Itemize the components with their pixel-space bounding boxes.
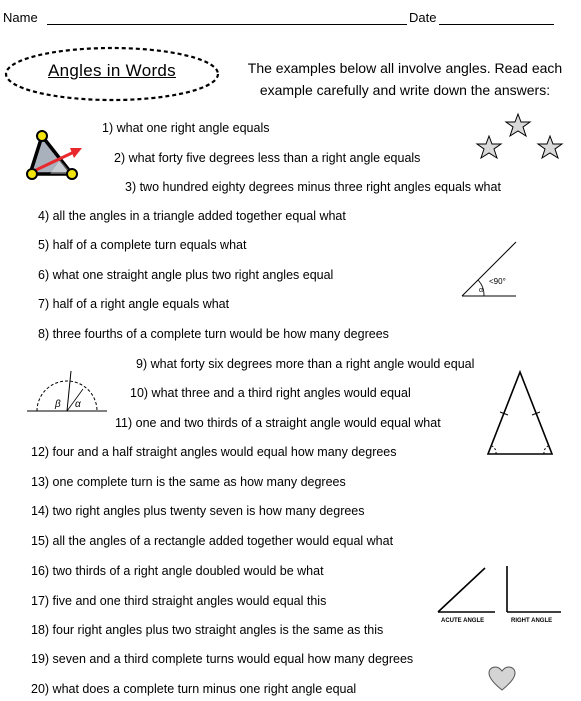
name-field[interactable] — [47, 12, 407, 25]
question-17: 17) five and one third straight angles would equal this — [31, 594, 327, 608]
question-1: 1) what one right angle equals — [102, 121, 270, 135]
triangle-icon — [24, 126, 90, 184]
date-field[interactable] — [439, 12, 554, 25]
alpha-label: α — [479, 287, 484, 294]
star-icon — [538, 136, 562, 158]
question-20: 20) what does a complete turn minus one right angle equal — [31, 682, 357, 696]
star-icon — [506, 114, 530, 136]
question-14: 14) two right angles plus twenty seven is how many degrees — [31, 504, 365, 518]
right-angle-label: RIGHT ANGLE — [511, 618, 553, 624]
page-title: Angles in Words — [48, 61, 176, 80]
question-4: 4) all the angles in a triangle added together equal what — [38, 209, 346, 223]
semicircle-angles-figure — [27, 367, 107, 417]
question-15: 15) all the angles of a rectangle added together would equal what — [31, 534, 394, 548]
name-label: Name — [3, 10, 38, 25]
question-2: 2) what forty five degrees less than a right angle equals — [114, 151, 421, 165]
question-19: 19) seven and a third complete turns would equal how many degrees — [31, 652, 414, 666]
question-11: 11) one and two thirds of a straight angle would equal what — [115, 416, 441, 430]
isosceles-triangle-figure — [482, 368, 558, 460]
acute-angle-figure — [458, 238, 520, 300]
question-16: 16) two thirds of a right angle doubled would be what — [31, 564, 324, 578]
question-12: 12) four and a half straight angles would equal how many degrees — [31, 445, 397, 459]
question-18: 18) four right angles plus two straight angles is the same as this — [31, 623, 384, 637]
question-5: 5) half of a complete turn equals what — [38, 238, 247, 252]
heart-icon — [488, 666, 516, 692]
alpha-label-2: α — [75, 399, 81, 410]
question-10: 10) what three and a third right angles would equal — [130, 386, 411, 400]
stars-group — [475, 112, 567, 164]
question-3: 3) two hundred eighty degrees minus three right angles equals what — [125, 180, 501, 194]
acute-angle-label: ACUTE ANGLE — [441, 618, 485, 624]
intro-text: The examples below all involve angles. Read each example carefully and write down the answers: — [247, 60, 563, 98]
angle-types-figure — [433, 564, 563, 626]
beta-label: β — [55, 399, 61, 410]
question-13: 13) one complete turn is the same as how many degrees — [31, 475, 346, 489]
question-7: 7) half of a right angle equals what — [38, 297, 230, 311]
question-8: 8) three fourths of a complete turn would be how many degrees — [38, 327, 389, 341]
star-icon — [477, 136, 501, 158]
question-6: 6) what one straight angle plus two right angles equal — [38, 268, 334, 282]
angle-label: <90° — [489, 277, 506, 286]
question-9: 9) what forty six degrees more than a right angle would equal — [136, 357, 475, 371]
date-label: Date — [409, 10, 437, 25]
